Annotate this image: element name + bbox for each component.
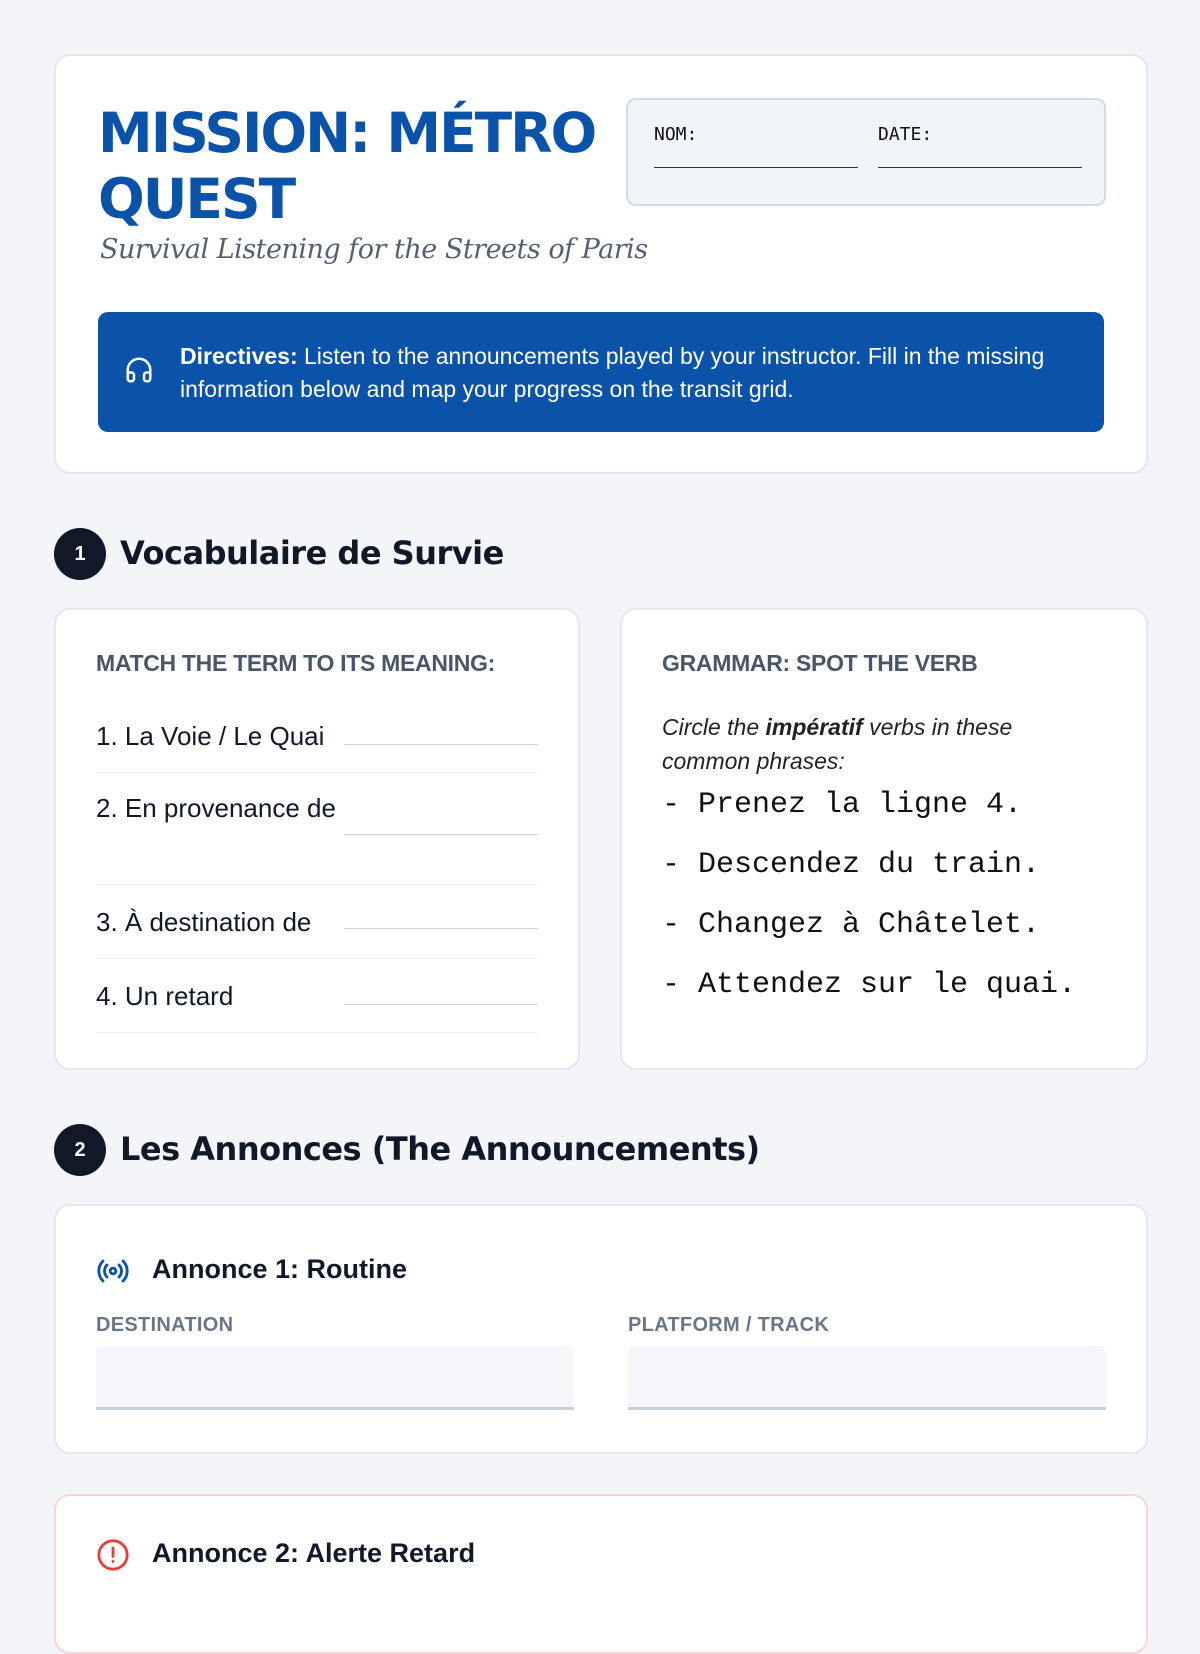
page-title: MISSION: MÉTRO QUEST (98, 101, 596, 231)
announcement-2-title: Annonce 2: Alerte Retard (152, 1538, 476, 1568)
vocab-term: 4. Un retard (96, 981, 234, 1011)
vocab-answer-blank[interactable] (344, 744, 538, 745)
vocab-answer-blank[interactable] (344, 928, 538, 929)
grammar-card (620, 608, 1148, 1070)
nom-label: NOM: (654, 124, 698, 145)
announcement-1-title: Annonce 1: Routine (152, 1254, 407, 1284)
alert-circle-icon (96, 1538, 130, 1572)
page-subtitle: Survival Listening for the Streets of Paris (100, 234, 648, 265)
announcement-2-card (54, 1494, 1148, 1654)
date-label: DATE: (878, 124, 933, 145)
grammar-phrase[interactable]: - Changez à Châtelet. (662, 908, 1041, 942)
directives-lead: Directives: (180, 343, 298, 369)
directives-body: Listen to the announcements played by your instructor. Fill in the missing information below and map your progress on the transit grid. (180, 343, 1045, 402)
platform-track-input[interactable] (628, 1346, 1106, 1410)
grammar-phrase[interactable]: - Descendez du train. (662, 848, 1041, 882)
directives-banner (98, 312, 1104, 432)
vocab-term: 1. La Voie / Le Quai (96, 721, 325, 751)
destination-input[interactable] (96, 1346, 574, 1410)
date-line[interactable] (878, 167, 1082, 168)
vocab-row (96, 784, 538, 885)
vocab-term: 2. En provenance de (96, 793, 336, 823)
vocab-heading: MATCH THE TERM TO ITS MEANING: (96, 650, 496, 676)
vocab-row (96, 898, 538, 959)
vocab-row (96, 972, 538, 1033)
grammar-instructions (662, 710, 1082, 778)
section-2-badge: 2 (54, 1124, 106, 1176)
headphones-icon (124, 355, 154, 385)
nom-field[interactable] (654, 124, 858, 168)
nom-line[interactable] (654, 167, 858, 168)
platform-track-label: PLATFORM / TRACK (628, 1314, 830, 1336)
date-field[interactable] (878, 124, 1082, 168)
vocab-row (96, 712, 538, 773)
grammar-phrase[interactable]: - Attendez sur le quai. (662, 968, 1077, 1002)
section-2-title: Les Annonces (The Announcements) (120, 1130, 760, 1168)
announcement-1-card (54, 1204, 1148, 1454)
grammar-instr-part: Circle the (662, 714, 766, 740)
destination-label: DESTINATION (96, 1314, 234, 1336)
grammar-instr-bold: impératif (765, 714, 863, 740)
broadcast-icon (96, 1254, 130, 1288)
grammar-heading: GRAMMAR: SPOT THE VERB (662, 650, 978, 676)
vocab-term: 3. À destination de (96, 907, 312, 937)
vocab-answer-blank[interactable] (344, 834, 538, 835)
vocab-answer-blank[interactable] (344, 1004, 538, 1005)
grammar-phrase[interactable]: - Prenez la ligne 4. (662, 788, 1023, 822)
header-card (54, 54, 1148, 474)
section-1-badge: 1 (54, 528, 106, 580)
student-info-box (626, 98, 1106, 206)
section-1-title: Vocabulaire de Survie (120, 534, 504, 572)
directives-text (180, 340, 1060, 406)
vocab-card (54, 608, 580, 1070)
grammar-instr-part: verbs in these common phrases: (662, 714, 1013, 774)
